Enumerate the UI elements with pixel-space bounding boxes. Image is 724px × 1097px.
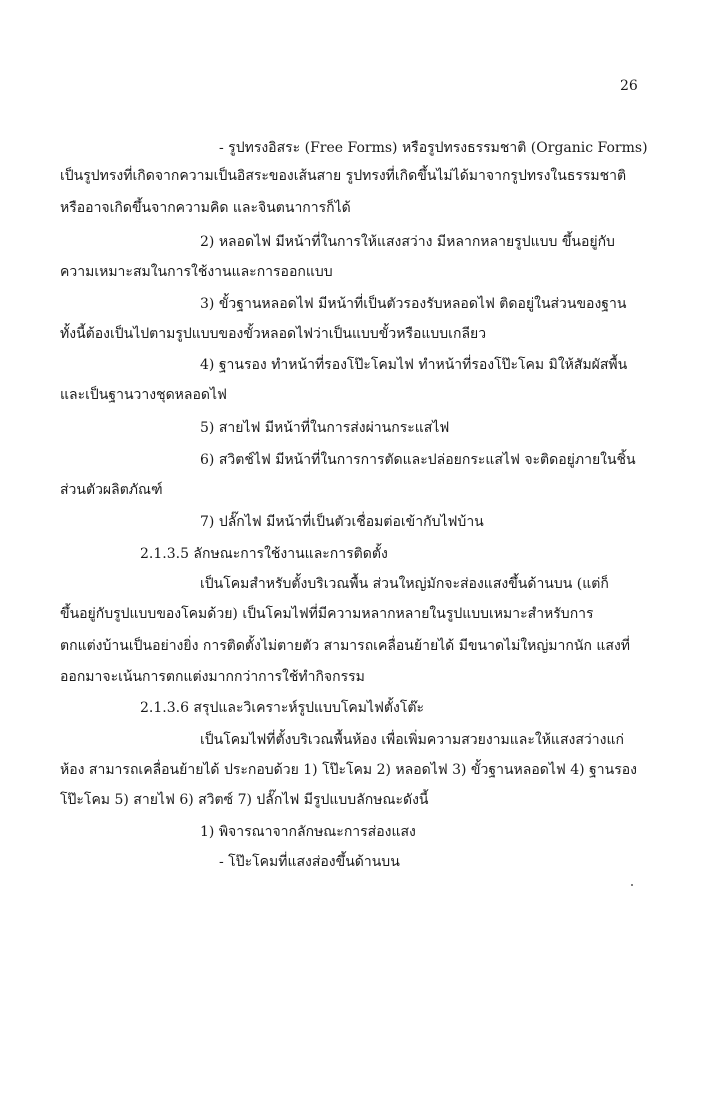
- text-line: 5) สายไฟ มีหน้าที่ในการส่งผ่านกระแสไฟ: [200, 420, 450, 436]
- text-line: 1) พิจารณาจากลักษณะการส่องแสง: [200, 824, 416, 840]
- text-line: - โป๊ะโคมที่แสงส่องขึ้นด้านบน: [219, 854, 400, 870]
- section-heading: 2.1.3.6 สรุปและวิเคราะห์รูปแบบโคมไฟตั้งโต๊ะ: [140, 700, 424, 716]
- text-line: 4) ฐานรอง ทำหน้าที่รองโป๊ะโคมไฟ ทำหน้าที่รองโป๊ะโคม มิให้สัมผัสพื้น: [200, 357, 628, 373]
- text-line: 3) ขั้วฐานหลอดไฟ มีหน้าที่เป็นตัวรองรับหลอดไฟ ติดอยู่ในส่วนของฐาน: [200, 296, 627, 312]
- text-line: ห้อง สามารถเคลื่อนย้ายได้ ประกอบด้วย 1) โป๊ะโคม 2) หลอดไฟ 3) ขั้วฐานหลอดไฟ 4) ฐานรอง: [60, 762, 637, 778]
- text-line: 6) สวิตช์ไฟ มีหน้าที่ในการการตัดและปล่อยกระแสไฟ จะติดอยู่ภายในชิ้น: [200, 452, 636, 468]
- text-line: ออกมาจะเน้นการตกแต่งมากกว่าการใช้ทำกิจกรรม: [60, 669, 365, 685]
- scan-speck: [631, 884, 633, 886]
- section-heading: 2.1.3.5 ลักษณะการใช้งานและการติดตั้ง: [140, 546, 388, 562]
- page-number: 26: [620, 78, 638, 94]
- text-line: 2) หลอดไฟ มีหน้าที่ในการให้แสงสว่าง มีหลากหลายรูปแบบ ขึ้นอยู่กับ: [200, 234, 615, 250]
- text-line: ทั้งนี้ต้องเป็นไปตามรูปแบบของขั้วหลอดไฟว่าเป็นแบบขั้วหรือแบบเกลียว: [60, 326, 487, 342]
- text-line: ขึ้นอยู่กับรูปแบบของโคมด้วย) เป็นโคมไฟที่มีความหลากหลายในรูปแบบเหมาะสำหรับการ: [60, 606, 594, 622]
- text-line: 7) ปลั๊กไฟ มีหน้าที่เป็นตัวเชื่อมต่อเข้ากับไฟบ้าน: [200, 514, 484, 530]
- text-line: ตกแต่งบ้านเป็นอย่างยิ่ง การติดตั้งไม่ตายตัว สามารถเคลื่อนย้ายได้ มีขนาดไม่ใหญ่มากนัก แสงที่: [60, 638, 631, 654]
- text-line: เป็นโคมสำหรับตั้งบริเวณพื้น ส่วนใหญ่มักจะส่องแสงขึ้นด้านบน (แต่ก็: [200, 576, 609, 592]
- text-line: เป็นโคมไฟที่ตั้งบริเวณพื้นห้อง เพื่อเพิ่มความสวยงามและให้แสงสว่างแก่: [200, 732, 624, 748]
- text-line: เป็นรูปทรงที่เกิดจากความเป็นอิสระของเส้นสาย รูปทรงที่เกิดขึ้นไม่ได้มาจากรูปทรงในธรรมชาติ: [60, 168, 627, 184]
- text-line: โป๊ะโคม 5) สายไฟ 6) สวิตซ์ 7) ปลั๊กไฟ มีรูปแบบลักษณะดังนี้: [60, 792, 429, 808]
- text-line: ความเหมาะสมในการใช้งานและการออกแบบ: [60, 264, 333, 280]
- text-line: และเป็นฐานวางชุดหลอดไฟ: [60, 387, 227, 403]
- text-line: ส่วนตัวผลิตภัณฑ์: [60, 482, 163, 498]
- text-line: - รูปทรงอิสระ (Free Forms) หรือรูปทรงธรรมชาติ (Organic Forms): [219, 140, 648, 156]
- text-line: หรืออาจเกิดขึ้นจากความคิด และจินตนาการก็ได้: [60, 200, 351, 216]
